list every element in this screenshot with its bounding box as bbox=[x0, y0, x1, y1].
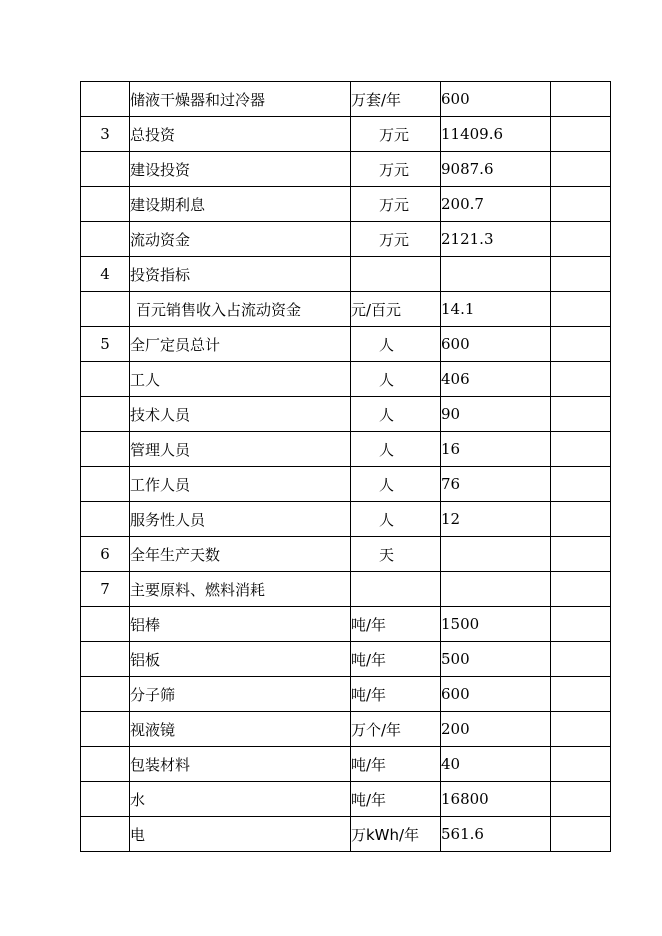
table-row bbox=[81, 502, 611, 537]
item-extra bbox=[551, 747, 611, 782]
row-number: 6 bbox=[81, 537, 130, 572]
row-number bbox=[81, 782, 130, 817]
row-number bbox=[81, 222, 130, 257]
item-extra bbox=[551, 712, 611, 747]
item-name: 电 bbox=[130, 817, 351, 852]
table-row bbox=[81, 712, 611, 747]
item-name: 铝棒 bbox=[130, 607, 351, 642]
item-value: 200 bbox=[441, 712, 551, 747]
item-name: 工人 bbox=[130, 362, 351, 397]
table-row bbox=[81, 117, 611, 152]
item-unit: 人 bbox=[351, 397, 441, 432]
item-extra bbox=[551, 502, 611, 537]
table-row bbox=[81, 537, 611, 572]
item-extra bbox=[551, 782, 611, 817]
item-extra bbox=[551, 432, 611, 467]
item-name: 水 bbox=[130, 782, 351, 817]
item-value: 11409.6 bbox=[441, 117, 551, 152]
row-number bbox=[81, 82, 130, 117]
item-unit: 万元 bbox=[351, 152, 441, 187]
item-extra bbox=[551, 117, 611, 152]
item-extra bbox=[551, 187, 611, 222]
item-name: 管理人员 bbox=[130, 432, 351, 467]
row-number bbox=[81, 502, 130, 537]
item-unit bbox=[351, 257, 441, 292]
item-unit: 吨/年 bbox=[351, 607, 441, 642]
item-name: 建设投资 bbox=[130, 152, 351, 187]
item-name: 全年生产天数 bbox=[130, 537, 351, 572]
item-value: 90 bbox=[441, 397, 551, 432]
table-row bbox=[81, 607, 611, 642]
table-row bbox=[81, 467, 611, 502]
item-unit: 人 bbox=[351, 362, 441, 397]
table-row bbox=[81, 222, 611, 257]
table-row bbox=[81, 257, 611, 292]
row-number bbox=[81, 607, 130, 642]
row-number bbox=[81, 747, 130, 782]
table-row bbox=[81, 677, 611, 712]
table-row bbox=[81, 817, 611, 852]
item-extra bbox=[551, 607, 611, 642]
item-value: 2121.3 bbox=[441, 222, 551, 257]
table-row bbox=[81, 782, 611, 817]
item-name: 建设期利息 bbox=[130, 187, 351, 222]
item-unit: 天 bbox=[351, 537, 441, 572]
item-value: 9087.6 bbox=[441, 152, 551, 187]
item-extra bbox=[551, 327, 611, 362]
item-extra bbox=[551, 642, 611, 677]
item-value: 14.1 bbox=[441, 292, 551, 327]
item-extra bbox=[551, 82, 611, 117]
item-extra bbox=[551, 397, 611, 432]
row-number bbox=[81, 397, 130, 432]
item-value: 600 bbox=[441, 327, 551, 362]
item-value: 200.7 bbox=[441, 187, 551, 222]
row-number bbox=[81, 292, 130, 327]
item-name: 百元销售收入占流动资金 bbox=[130, 292, 351, 327]
item-unit: 吨/年 bbox=[351, 642, 441, 677]
item-extra bbox=[551, 537, 611, 572]
table-row bbox=[81, 362, 611, 397]
row-number bbox=[81, 467, 130, 502]
item-unit: 人 bbox=[351, 502, 441, 537]
table-row bbox=[81, 432, 611, 467]
item-extra bbox=[551, 467, 611, 502]
item-value: 16800 bbox=[441, 782, 551, 817]
item-unit: 万元 bbox=[351, 117, 441, 152]
item-value: 12 bbox=[441, 502, 551, 537]
item-name: 技术人员 bbox=[130, 397, 351, 432]
item-extra bbox=[551, 362, 611, 397]
item-name: 铝板 bbox=[130, 642, 351, 677]
row-number bbox=[81, 712, 130, 747]
item-unit: 吨/年 bbox=[351, 677, 441, 712]
table-row bbox=[81, 327, 611, 362]
item-extra bbox=[551, 152, 611, 187]
table-row bbox=[81, 152, 611, 187]
indicator-table bbox=[80, 81, 611, 852]
row-number bbox=[81, 677, 130, 712]
item-value: 16 bbox=[441, 432, 551, 467]
row-number: 3 bbox=[81, 117, 130, 152]
row-number bbox=[81, 642, 130, 677]
item-unit: 万kWh/年 bbox=[351, 817, 441, 852]
item-name: 主要原料、燃料消耗 bbox=[130, 572, 351, 607]
table-row bbox=[81, 572, 611, 607]
item-extra bbox=[551, 817, 611, 852]
item-name: 分子筛 bbox=[130, 677, 351, 712]
item-value: 600 bbox=[441, 677, 551, 712]
item-unit: 元/百元 bbox=[351, 292, 441, 327]
item-name: 流动资金 bbox=[130, 222, 351, 257]
item-value bbox=[441, 257, 551, 292]
item-value bbox=[441, 537, 551, 572]
item-unit: 万元 bbox=[351, 222, 441, 257]
item-name: 投资指标 bbox=[130, 257, 351, 292]
row-number bbox=[81, 817, 130, 852]
table-row bbox=[81, 747, 611, 782]
item-name: 全厂定员总计 bbox=[130, 327, 351, 362]
item-unit: 吨/年 bbox=[351, 782, 441, 817]
item-name: 工作人员 bbox=[130, 467, 351, 502]
table-row bbox=[81, 642, 611, 677]
row-number bbox=[81, 187, 130, 222]
item-value bbox=[441, 572, 551, 607]
item-unit: 万个/年 bbox=[351, 712, 441, 747]
item-value: 1500 bbox=[441, 607, 551, 642]
row-number bbox=[81, 152, 130, 187]
item-name: 视液镜 bbox=[130, 712, 351, 747]
item-name: 总投资 bbox=[130, 117, 351, 152]
row-number bbox=[81, 432, 130, 467]
item-value: 561.6 bbox=[441, 817, 551, 852]
item-value: 76 bbox=[441, 467, 551, 502]
item-name: 服务性人员 bbox=[130, 502, 351, 537]
item-extra bbox=[551, 257, 611, 292]
item-extra bbox=[551, 292, 611, 327]
table-row bbox=[81, 397, 611, 432]
item-name: 储液干燥器和过冷器 bbox=[130, 82, 351, 117]
item-unit bbox=[351, 572, 441, 607]
row-number bbox=[81, 362, 130, 397]
item-name: 包装材料 bbox=[130, 747, 351, 782]
row-number: 5 bbox=[81, 327, 130, 362]
item-extra bbox=[551, 222, 611, 257]
row-number: 7 bbox=[81, 572, 130, 607]
table-row bbox=[81, 187, 611, 222]
item-unit: 万元 bbox=[351, 187, 441, 222]
item-extra bbox=[551, 677, 611, 712]
item-value: 500 bbox=[441, 642, 551, 677]
table-row bbox=[81, 82, 611, 117]
item-unit: 吨/年 bbox=[351, 747, 441, 782]
item-unit: 人 bbox=[351, 327, 441, 362]
table-row bbox=[81, 292, 611, 327]
item-unit: 万套/年 bbox=[351, 82, 441, 117]
item-extra bbox=[551, 572, 611, 607]
item-value: 406 bbox=[441, 362, 551, 397]
row-number: 4 bbox=[81, 257, 130, 292]
item-unit: 人 bbox=[351, 432, 441, 467]
item-value: 40 bbox=[441, 747, 551, 782]
item-unit: 人 bbox=[351, 467, 441, 502]
item-value: 600 bbox=[441, 82, 551, 117]
